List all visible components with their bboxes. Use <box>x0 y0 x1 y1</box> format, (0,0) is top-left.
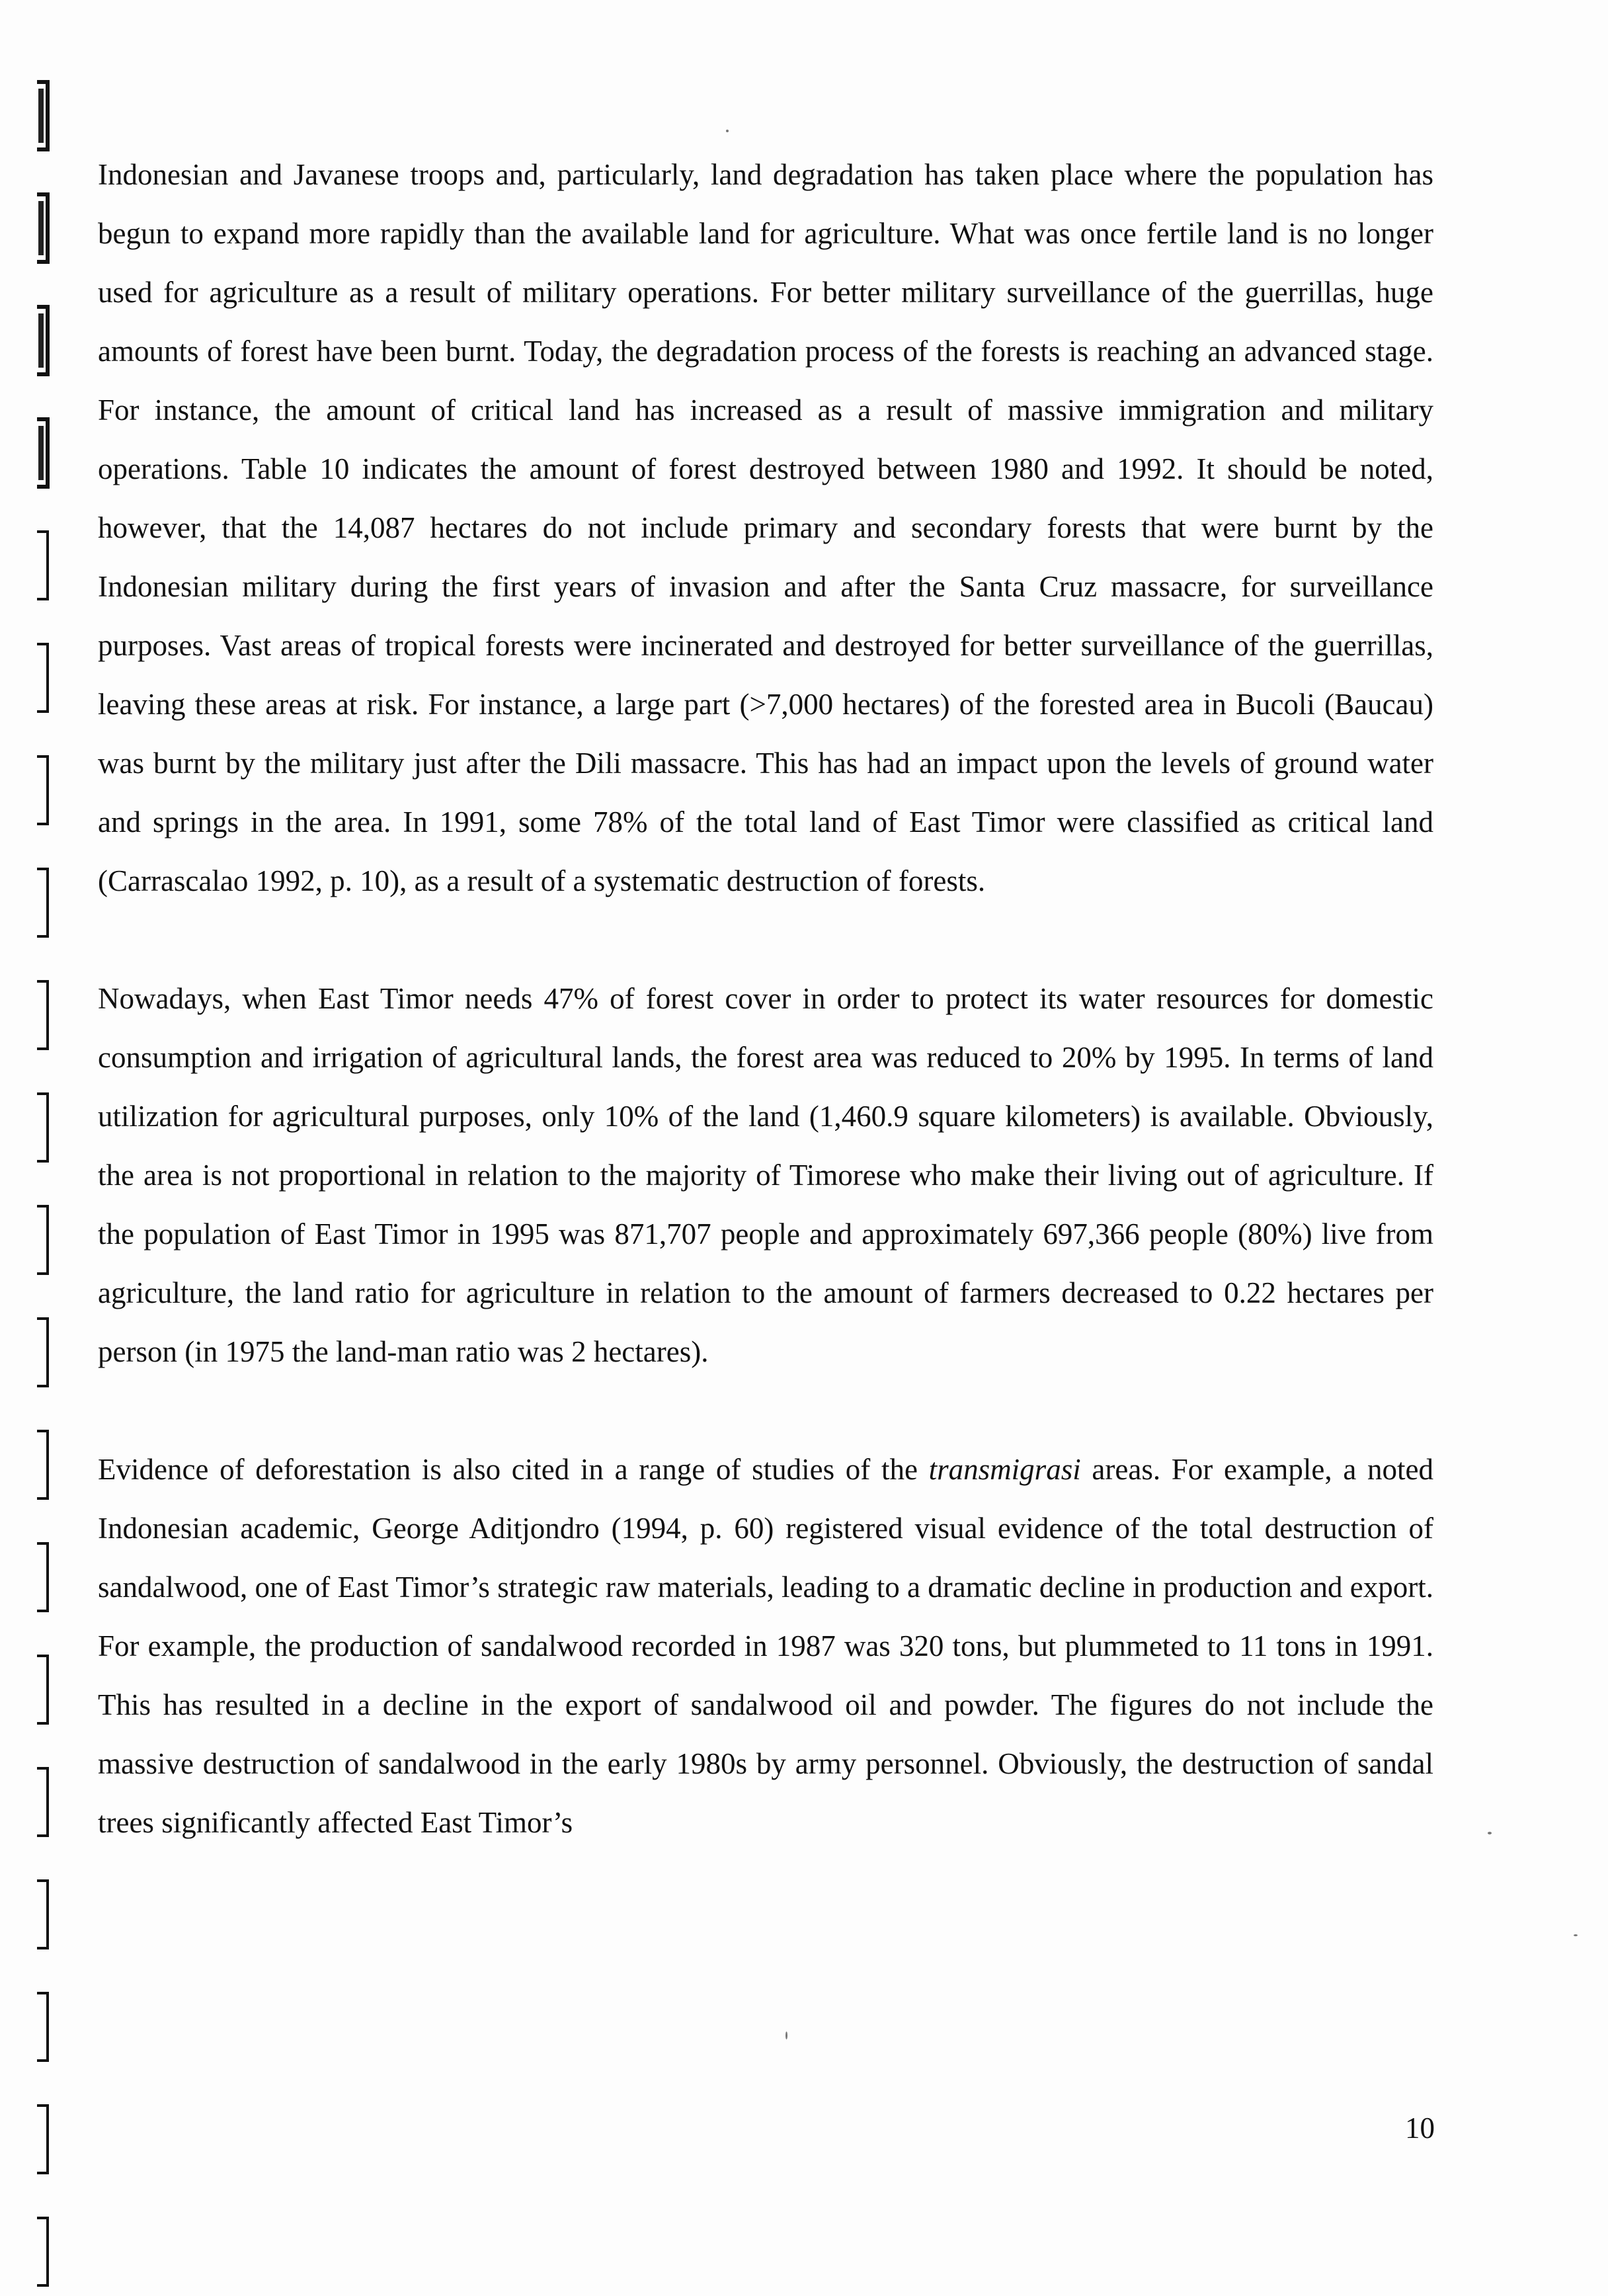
paragraph-3-start: Evidence of deforestation is also cited in a range of studies of the <box>98 1453 929 1486</box>
binding-bracket <box>34 1653 52 1726</box>
binding-bracket <box>34 1878 52 1951</box>
binding-bracket <box>34 192 52 265</box>
binding-bracket <box>34 79 52 152</box>
page-number: 10 <box>1405 2112 1435 2145</box>
binding-bracket <box>34 1541 52 1614</box>
binding-bracket <box>34 417 52 489</box>
binding-bracket <box>34 2103 52 2176</box>
binding-bracket <box>34 304 52 377</box>
binding-bracket <box>34 979 52 1051</box>
binding-bracket <box>34 641 52 714</box>
scan-speck <box>1574 1934 1578 1936</box>
binding-bracket <box>34 1428 52 1501</box>
binding-bracket <box>34 529 52 602</box>
italic-term: transmigrasi <box>928 1453 1081 1486</box>
scan-speck <box>1488 1832 1492 1834</box>
binding-bracket <box>34 1766 52 1838</box>
paragraph-2: Nowadays, when East Timor needs 47% of forest cover in order to protect its water resources for domestic consumption and irrigation of agricultural lands, the forest area was reduced to 20% by 1995. In terms of land utilization for agricultural purposes, only 10% of the land (1,460.9 square kilometers) is available. Obviously, the area is not proportional in relation to the majority of Timorese who make their living out of agriculture. If the population of East Timor in 1995 was 871,707 people and approximately 697,366 people (80%) live from agriculture, the land ratio for agriculture in relation to the amount of farmers decreased to 0.22 hectares per person (in 1975 the land-man ratio was 2 hectares). <box>98 982 1433 1368</box>
body-text <box>98 145 1433 1852</box>
binding-bracket <box>34 866 52 939</box>
binding-edge <box>0 0 73 2296</box>
paragraph-3-end: areas. For example, a noted Indonesian academic, George Aditjondro (1994, p. 60) registered visual evidence of the total destruction of sandalwood, one of East Timor’s strategic raw materials, leading to a dramatic decline in production and export. For example, the production of sandalwood recorded in 1987 was 320 tons, but plummeted to 11 tons in 1991. This has resulted in a decline in the export of sandalwood oil and powder. The figures do not include the massive destruction of sandalwood in the early 1980s by army personnel. Obviously, the destruction of sandal trees significantly affected East Timor’s <box>98 1453 1433 1839</box>
binding-bracket <box>34 1990 52 2063</box>
scan-speck <box>785 2031 787 2039</box>
scan-speck <box>726 130 729 132</box>
binding-bracket <box>34 754 52 827</box>
binding-bracket <box>34 1204 52 1276</box>
binding-bracket <box>34 1316 52 1389</box>
paragraph-1: Indonesian and Javanese troops and, particularly, land degradation has taken place where the population has begun to expand more rapidly than the available land for agriculture. What was once fertile land is no longer used for agriculture as a result of military operations. For better military surveillance of the guerrillas, huge amounts of forest have been burnt. Today, the degradation process of the forests is reaching an advanced stage. For instance, the amount of critical land has increased as a result of massive immigration and military operations. Table 10 indicates the amount of forest destroyed between 1980 and 1992. It should be noted, however, that the 14,087 hectares do not include primary and secondary forests that were burnt by the Indonesian military during the first years of invasion and after the Santa Cruz massacre, for surveillance purposes. Vast areas of tropical forests were incinerated and destroyed for better surveillance of the guerrillas, leaving these areas at risk. For instance, a large part (>7,000 hectares) of the forested area in Bucoli (Baucau) was burnt by the military just after the Dili massacre. This has had an impact upon the levels of ground water and springs in the area. In 1991, some 78% of the total land of East Timor were classified as critical land (Carrascalao 1992, p. 10), as a result of a systematic destruction of forests. <box>98 158 1433 897</box>
binding-bracket <box>34 2215 52 2288</box>
binding-bracket <box>34 1091 52 1164</box>
paragraph-3 <box>98 1440 1433 1852</box>
